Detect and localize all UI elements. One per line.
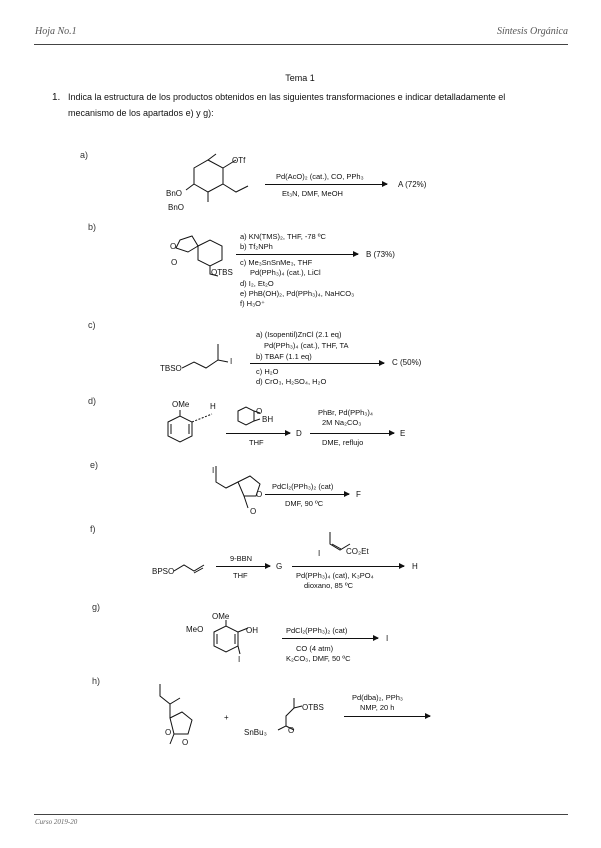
atom-g-meo: MeO bbox=[186, 625, 204, 634]
item-g-arrow bbox=[282, 638, 378, 639]
item-b-condition-7: f) H₃O⁺ bbox=[240, 299, 265, 308]
item-d-condition-2-top-1: PhBr, Pd(PPh₃)₄ bbox=[318, 408, 373, 417]
item-b-product: B (73%) bbox=[366, 250, 395, 259]
item-b-condition-6: e) PhB(OH)₂, Pd(PPh₃)₄, NaHCO₃ bbox=[240, 289, 355, 298]
item-e-arrow bbox=[265, 494, 349, 495]
item-c-condition-2: Pd(PPh₃)₄ (cat.), THF, TA bbox=[264, 341, 349, 350]
atom-e-o-2: O bbox=[250, 507, 257, 516]
item-b-condition-5: d) I₂, Et₂O bbox=[240, 279, 274, 288]
atom-g-i: I bbox=[238, 655, 241, 664]
item-g-condition-top: PdCl₂(PPh₃)₂ (cat) bbox=[286, 626, 348, 635]
item-b-condition-4: Pd(PPh₃)₄ (cat.), LiCl bbox=[250, 268, 321, 277]
item-f-condition-1-top: 9-BBN bbox=[230, 554, 253, 563]
plus-sign: + bbox=[224, 713, 229, 722]
item-c-condition-1: a) (Isopentil)ZnCl (2.1 eq) bbox=[256, 330, 342, 339]
molecule-d-aryl-alkyne bbox=[160, 410, 218, 450]
item-d-arrow-1 bbox=[226, 433, 290, 434]
item-g-condition-bottom-2: K₂CO₃, DMF, 50 ºC bbox=[286, 654, 351, 663]
item-d-condition-2-top-2: 2M Na₂CO₃ bbox=[322, 418, 362, 427]
atom-d-bh: BH bbox=[262, 415, 274, 424]
item-e-condition-top: PdCl₂(PPh₃)₂ (cat) bbox=[272, 482, 334, 491]
item-g-condition-bottom-1: CO (4 atm) bbox=[296, 644, 334, 653]
item-e-label: e) bbox=[90, 460, 99, 470]
item-c-condition-5: d) CrO₃, H₂SO₄, H₂O bbox=[256, 377, 327, 386]
item-c-arrow bbox=[250, 363, 384, 364]
item-g-label: g) bbox=[92, 602, 101, 612]
item-d-label: d) bbox=[88, 396, 97, 406]
item-d-intermediate: D bbox=[296, 429, 302, 438]
atom-f-co2et: CO₂Et bbox=[346, 547, 369, 556]
item-f-arrow-1 bbox=[216, 566, 270, 567]
atom-a-otf: OTf bbox=[232, 156, 246, 165]
item-b-arrow bbox=[236, 254, 358, 255]
item-a-condition-top: Pd(AcO)₂ (cat.), CO, PPh₃ bbox=[276, 172, 364, 181]
item-b-condition-2: b) Tf₂NPh bbox=[240, 242, 273, 251]
atom-a-bno-2: BnO bbox=[168, 203, 185, 212]
item-a-arrow bbox=[265, 184, 387, 185]
item-g-product: I bbox=[386, 634, 389, 643]
footer-rule bbox=[34, 814, 568, 815]
item-f-product: H bbox=[412, 562, 418, 571]
atom-d-h: H bbox=[210, 402, 216, 411]
item-f-condition-2-bottom-2: dioxano, 85 ºC bbox=[304, 581, 354, 590]
atom-g-oh: OH bbox=[246, 626, 258, 635]
item-c-condition-3: b) TBAF (1.1 eq) bbox=[256, 352, 312, 361]
item-e-condition-bottom: DMF, 90 ºC bbox=[285, 499, 324, 508]
item-d-product: E bbox=[400, 429, 406, 438]
question-number: 1. bbox=[52, 92, 61, 103]
item-h-condition-top-1: Pd(dba)₂, PPh₃ bbox=[352, 693, 403, 702]
item-a-label: a) bbox=[80, 150, 89, 160]
atom-h-o-3: O bbox=[288, 726, 295, 735]
item-c-label: c) bbox=[88, 320, 96, 330]
item-b-condition-3: c) Me₃SnSnMe₃, THF bbox=[240, 258, 313, 267]
item-d-condition-2-bottom: DME, reflujo bbox=[322, 438, 364, 447]
atom-a-bno-1: BnO bbox=[166, 189, 183, 198]
item-d-condition-1-bottom: THF bbox=[249, 438, 264, 447]
atom-e-o-1: O bbox=[256, 490, 263, 499]
atom-b-o-1: O bbox=[170, 242, 177, 251]
item-d-arrow-2 bbox=[310, 433, 394, 434]
item-f-label: f) bbox=[90, 524, 96, 534]
atom-f-i: I bbox=[318, 549, 321, 558]
atom-h-snbu3: SnBu₃ bbox=[244, 728, 267, 737]
item-a-condition-bottom: Et₃N, DMF, MeOH bbox=[282, 189, 343, 198]
header-rule bbox=[34, 44, 568, 45]
item-h-arrow bbox=[344, 716, 430, 717]
atom-f-bpso: BPSO bbox=[152, 567, 175, 576]
atom-g-ome: OMe bbox=[212, 612, 230, 621]
atom-e-i: I bbox=[212, 466, 215, 475]
page-title: Tema 1 bbox=[285, 73, 315, 83]
item-f-arrow-2 bbox=[292, 566, 404, 567]
atom-b-otbs: OTBS bbox=[211, 268, 233, 277]
molecule-a bbox=[178, 150, 258, 212]
item-b-condition-1: a) KN(TMS)₂, THF, -78 ºC bbox=[240, 232, 326, 241]
atom-d-ome: OMe bbox=[172, 400, 190, 409]
item-b-label: b) bbox=[88, 222, 97, 232]
atom-d-o: O bbox=[256, 407, 263, 416]
item-h-label: h) bbox=[92, 676, 101, 686]
item-e-product: F bbox=[356, 490, 361, 499]
item-a-product: A (72%) bbox=[398, 180, 427, 189]
atom-b-o-2: O bbox=[171, 258, 178, 267]
header-right: Síntesis Orgánica bbox=[496, 26, 568, 37]
item-f-intermediate: G bbox=[276, 562, 283, 571]
item-f-condition-2-bottom-1: Pd(PPh₃)₄ (cat), K₃PO₄ bbox=[296, 571, 374, 580]
atom-h-otbs: OTBS bbox=[302, 703, 324, 712]
item-f-condition-1-bottom: THF bbox=[233, 571, 248, 580]
atom-c-tbso: TBSO bbox=[160, 364, 182, 373]
atom-h-o-1: O bbox=[165, 728, 172, 737]
item-c-product: C (50%) bbox=[392, 358, 422, 367]
atom-c-i: I bbox=[230, 357, 233, 366]
molecule-e bbox=[212, 464, 276, 518]
header-left: Hoja No.1 bbox=[35, 26, 77, 37]
item-c-condition-4: c) H₂O bbox=[256, 367, 279, 376]
molecule-f-alkene bbox=[174, 560, 208, 576]
footer-text: Curso 2019-20 bbox=[35, 818, 78, 826]
atom-h-o-2: O bbox=[182, 738, 189, 747]
question-text: Indica la estructura de los productos obtenidos en las siguientes transformaciones e indicar detalladamente el mecanismo de los apartados e) y g): bbox=[68, 92, 506, 118]
item-h-condition-top-2: NMP, 20 h bbox=[360, 703, 395, 712]
